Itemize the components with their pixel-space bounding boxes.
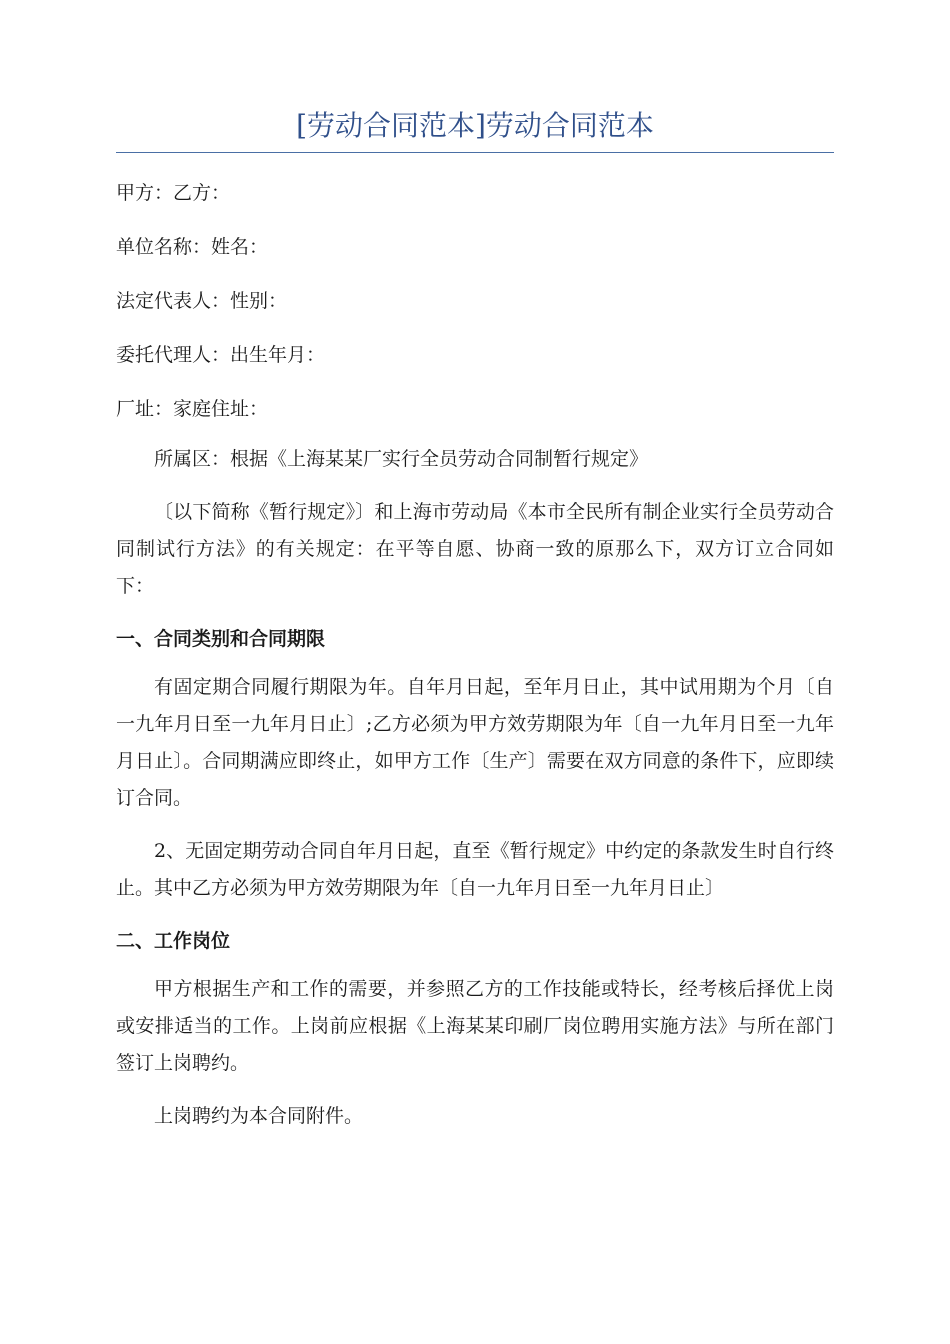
section-paragraph: 2、无固定期劳动合同自年月日起，直至《暂行规定》中约定的条款发生时自行终止。其中乙方必须为甲方效劳期限为年〔自一九年月日至一九年月日止〕: [116, 840, 834, 899]
representative-line: 法定代表人：性别：: [116, 290, 288, 312]
intro-paragraph: 〔以下简称《暂行规定》〕和上海市劳动局《本市全民所有制企业实行全员劳动合同制试行方法》的有关规定：在平等自愿、协商一致的原那么下，双方订立合同如下：: [116, 501, 834, 597]
party-line: 甲方：乙方：: [116, 182, 231, 204]
agent-line: 委托代理人：出生年月：: [116, 344, 326, 366]
section-paragraph: 甲方根据生产和工作的需要，并参照乙方的工作技能或特长，经考核后择优上岗或安排适当的工作。上岗前应根据《上海某某印刷厂岗位聘用实施方法》与所在部门签订上岗聘约。: [116, 978, 834, 1074]
intro-paragraph: 所属区：根据《上海某某厂实行全员劳动合同制暂行规定》: [154, 448, 649, 470]
address-line: 厂址：家庭住址：: [116, 398, 269, 420]
document-page: [116, 104, 834, 1135]
section-paragraph: 有固定期合同履行期限为年。自年月日起，至年月日止，其中试用期为个月〔自一九年月日至一九年月日止〕;乙方必须为甲方效劳期限为年〔自一九年月日至一九年月日止〕。合同期满应即终止，如甲方工作〔生产〕需要在双方同意的条件下，应即续订合同。: [116, 676, 834, 809]
section-paragraph: 上岗聘约为本合同附件。: [154, 1105, 364, 1127]
name-line: 单位名称：姓名：: [116, 236, 269, 258]
section-heading: 二、工作岗位: [116, 930, 231, 952]
document-title: [劳动合同范本]劳动合同范本: [116, 104, 834, 153]
section-heading: 一、合同类别和合同期限: [116, 628, 326, 650]
